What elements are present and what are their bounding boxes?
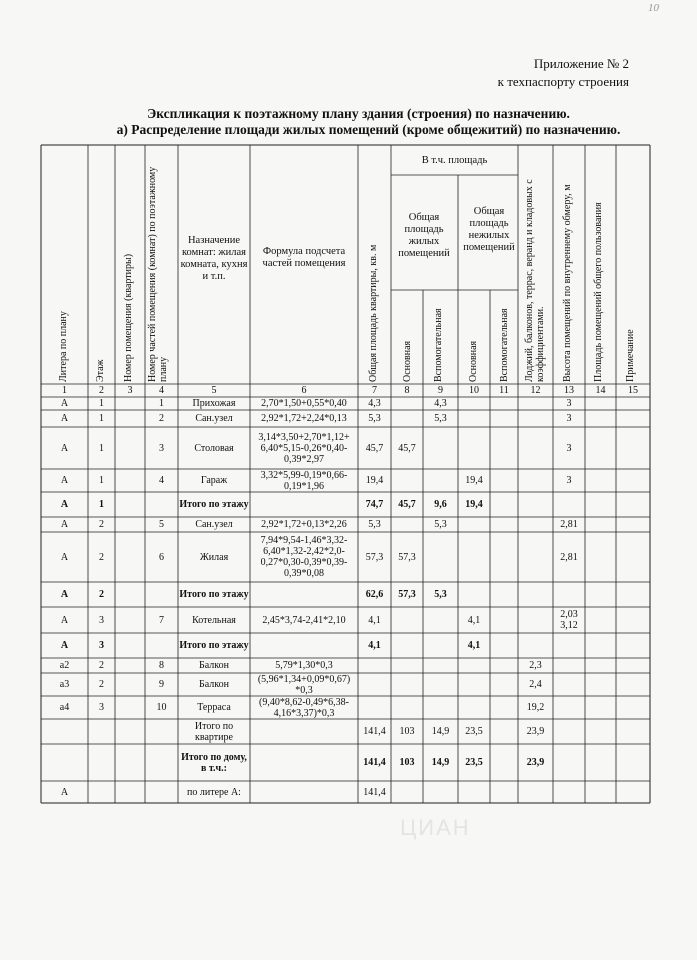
header-vspomogatelnaya-1: Вспомогательная [433,308,444,382]
header-nomer-pomeshcheniya: Номер помещения (квартиры) [123,253,134,382]
table-cell: Терраса [197,702,231,713]
table-cell: 10 [156,702,167,713]
table-cell: 141,4 [363,786,386,798]
table-cell: 74,7 [365,499,384,510]
header-formula: Формула подсчета частей помещения [262,246,346,269]
table-cell: 2,81 [560,551,578,563]
table-cell: 4,1 [368,614,381,626]
table-cell: 3,32*5,99-0,19*0,66- 0,19*1,96 [260,469,348,492]
table-cell: 2,70*1,50+0,55*0,40 [261,398,347,409]
table-cell: 2,03 3,12 [560,609,578,631]
table-cell: 2 [99,660,104,671]
column-number: 11 [499,385,509,396]
table-cell: 45,7 [398,442,416,454]
table-cell: 1 [99,413,104,424]
table-cell: 4,1 [467,614,481,626]
table-cell: 5,3 [368,519,381,530]
table-cell: А [60,442,69,454]
column-number: 8 [404,385,410,396]
header-vspomogatelnaya-2: Вспомогательная [499,308,510,382]
table-cell: 2,3 [529,660,542,671]
header-vysota: Высота помещений по внутреннему обмеру, м [562,184,573,382]
header-nezhilye: Общая площадь нежилых помещений [463,206,515,253]
table-cell: 45,7 [398,499,416,510]
table-cell: А [60,551,69,563]
column-number: 3 [127,385,133,396]
column-number: 1 [62,385,67,396]
header-lodzhii: Лоджий, балконов, террас, веранд и кладовых с коэффициентами. [524,179,546,382]
table-cell: А [60,519,69,530]
table-cell: А [60,786,69,798]
table-cell: 3 [566,475,572,486]
table-cell: Итого по квартире [194,720,234,743]
document-subtitle: а) Распределение площади жилых помещений (кроме общежитий) по назначению. [116,122,621,137]
header-osnovnaya-1: Основная [402,340,413,382]
document-title: Экспликация к поэтажному плану здания (строения) по назначению. [147,106,570,121]
table-cell: Прихожая [192,398,236,409]
column-number: 12 [530,385,541,396]
table-cell: а4 [59,702,70,713]
column-number: 5 [211,385,217,396]
table-cell: Итого по этажу [179,640,249,651]
table-cell: 141,4 [363,757,386,768]
table-cell: 7,94*9,54-1,46*3,32- 6,40*1,32-2,42*2,0- 0,27*0,30-0,39*0,39- 0,39*0,08 [260,535,348,579]
table-cell: 62,6 [365,589,384,600]
table-cell: 2 [159,413,164,424]
table-cell: 2 [99,551,104,563]
header-v-tch-ploshchad: В т.ч. площадь [421,155,488,166]
table-cell: 5 [159,519,164,530]
column-number: 4 [159,385,164,396]
header-litera: Литера по плану [58,311,69,382]
table-cell: (5,96*1,34+0,09*0,67) *0,3 [257,673,351,696]
header-nomer-chastey: Номер частей помещения (комнат) по поэтажному плану [147,166,169,382]
table-cell: 5,3 [434,519,447,530]
column-number: 7 [372,385,377,396]
table-cell: а2 [59,660,70,671]
table-cell: 3 [99,640,104,651]
table-cell: 4,3 [434,398,447,409]
table-cell: 103 [399,757,415,768]
table-cell: 2,4 [529,679,542,690]
page-corner-mark: 10 [648,2,659,14]
table-cell: 2 [99,679,104,690]
table-cell: 3 [159,442,164,454]
table-cell: 19,4 [465,475,483,486]
table-cell: 57,3 [398,551,416,563]
table-cell: 4 [159,475,164,486]
table-cell: 45,7 [365,442,384,454]
table-cell: 141,4 [363,726,386,737]
table-cell: Гараж [200,475,228,486]
table-cell: Итого по дому, в т.ч.: [181,751,247,774]
table-cell: А [60,398,69,409]
table-cell: 14,9 [431,757,450,768]
table-cell: А [60,475,69,486]
column-number: 2 [99,385,104,396]
table-cell: 23,9 [526,726,545,737]
header-obshchaya-ploshchad: Общая площадь квартиры, кв. м [368,244,379,382]
table-cell: А [60,640,69,651]
table-cell: 1 [159,398,164,409]
table-cell: 3 [566,442,572,454]
watermark: ЦИАН [400,815,471,840]
table-cell: по литере А: [187,786,241,798]
table-cell: 1 [99,398,104,409]
column-number: 6 [301,385,307,396]
table-cell: 2,81 [560,519,578,530]
header-naznachenie: Назначение комнат: жилая комната, кухня и т.п. [180,235,248,282]
table-cell: 6 [159,551,164,563]
header-obshchego-polzovaniya: Площадь помещений общего пользования [593,202,604,382]
table-cell: Итого по этажу [179,499,249,510]
table-cell: Итого по этажу [179,589,249,600]
table-cell: 19,4 [365,475,384,486]
header-primechanie: Примечание [625,329,636,382]
column-number: 10 [469,385,479,396]
table-cell: А [60,499,69,510]
header-osnovnaya-2: Основная [468,340,479,382]
table-cell: 2,92*1,72+0,13*2,26 [261,519,347,530]
table-cell: 19,2 [526,702,545,713]
appendix-subtitle: к техпаспорту строения [497,74,629,89]
table-cell: Сан.узел [195,519,233,530]
table-cell: 2 [99,519,104,530]
table-cell: 2,92*1,72+2,24*0,13 [261,413,347,424]
table-cell: 7 [159,614,164,626]
table-cell: 9,6 [434,499,447,510]
table-cell: 3 [566,413,572,424]
table-cell: 4,1 [467,640,481,651]
table-cell: 5,3 [368,413,381,424]
table-cell: 5,3 [434,413,447,424]
table-cell: 1 [99,475,104,486]
table-cell: 9 [159,679,164,690]
table-cell: Балкон [199,679,229,690]
column-number: 14 [595,385,606,396]
table-cell: 23,5 [465,726,483,737]
table-cell: Сан.узел [195,413,233,424]
table-cell: А [60,413,69,424]
table-cell: 4,1 [368,640,381,651]
table-cell: 5,3 [434,589,447,600]
table-cell: 2,45*3,74-2,41*2,10 [262,614,346,626]
table-cell: 8 [159,660,164,671]
table-cell: 5,79*1,30*0,3 [275,660,333,671]
table-cell: А [60,589,69,600]
table-cell: 1 [99,442,104,454]
table-cell: Жилая [199,551,229,563]
table-cell: 19,4 [465,499,483,510]
table-cell: А [60,614,69,626]
table-cell: 3 [99,614,104,626]
table-cell: 3 [566,398,572,409]
table-cell: 103 [399,726,415,737]
appendix-label: Приложение № 2 [533,56,629,71]
table-cell: 14,9 [431,726,450,737]
table-cell: 3,14*3,50+2,70*1,12+ 6,40*5,15-0,26*0,40- 0,39*2,97 [258,431,350,465]
table-cell: 23,5 [465,757,483,768]
table-cell: 2 [99,589,104,600]
table-cell: Столовая [194,442,234,454]
table-cell: Котельная [192,614,236,626]
table-cell: (9,40*8,62-0,49*6,38- 4,16*3,37)*0,3 [259,696,349,719]
column-number: 13 [564,385,574,396]
table-cell: 23,9 [526,757,545,768]
table-cell: 3 [99,702,104,713]
table-cell: 57,3 [398,589,416,600]
table-cell: 57,3 [365,551,384,563]
header-zhilye: Общая площадь жилых помещений [398,212,450,259]
header-etazh: Этаж [95,359,106,382]
table-cell: 1 [99,499,104,510]
table-cell: Балкон [199,660,229,671]
table-cell: 4,3 [368,398,381,409]
column-number: 15 [628,385,638,396]
table-cell: а3 [59,679,70,690]
column-number: 9 [438,385,443,396]
